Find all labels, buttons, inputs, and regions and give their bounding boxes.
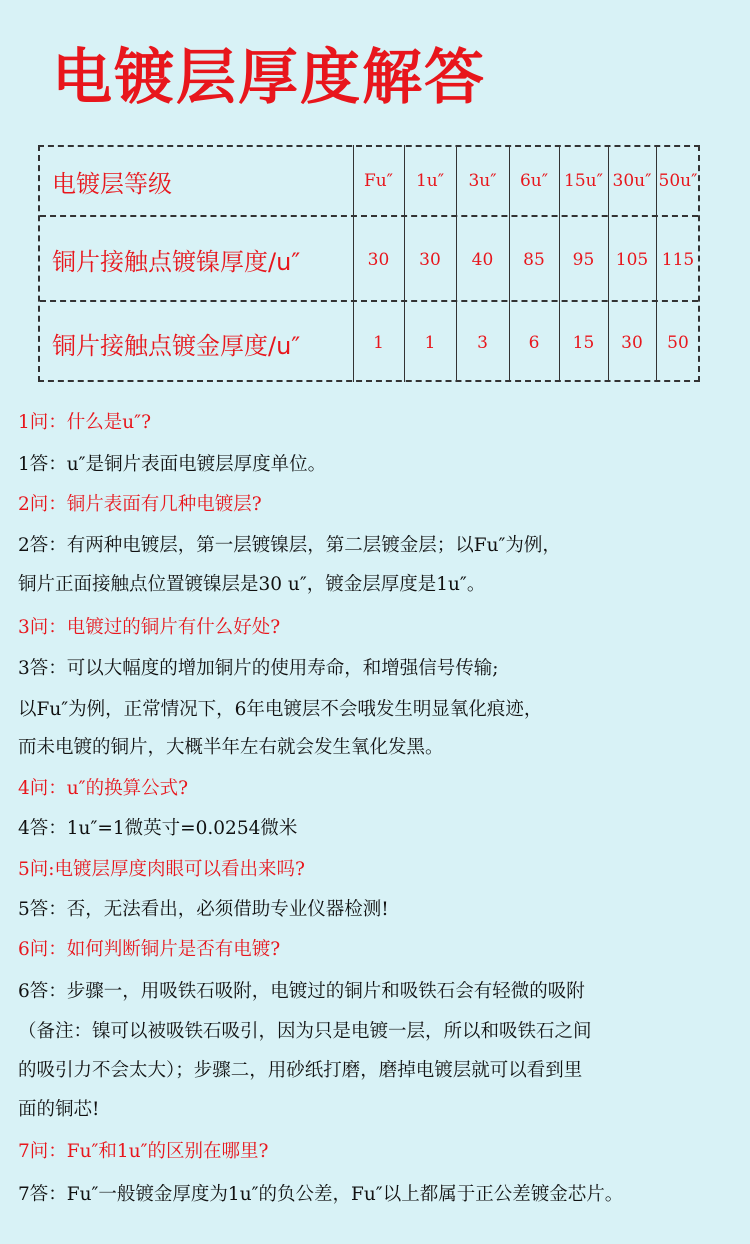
nickel-cell: 40 xyxy=(471,249,494,270)
nickel-cell: 30 xyxy=(367,249,390,270)
gold-cell: 50 xyxy=(667,333,689,353)
question-line: 6问：如何判断铜片是否有电镀? xyxy=(18,939,281,960)
answer-line: 3答：可以大幅度的增加铜片的使用寿命，和增强信号传输; xyxy=(18,658,499,679)
question-line: 7问：Fu″和1u″的区别在哪里? xyxy=(18,1141,269,1162)
gold-row xyxy=(40,300,698,384)
answer-line: 而未电镀的铜片，大概半年左右就会发生氧化发黑。 xyxy=(18,737,444,758)
answer-line: 5答：否，无法看出，必须借助专业仪器检测! xyxy=(18,899,389,920)
nickel-cell: 105 xyxy=(615,249,649,270)
gold-cell: 3 xyxy=(477,333,488,353)
answer-line: （备注：镍可以被吸铁石吸引，因为只是电镀一层，所以和吸铁石之间 xyxy=(18,1021,592,1042)
answer-line: 4答：1u″=1微英寸=0.0254微米 xyxy=(18,818,298,839)
grades-cell: Fu″ xyxy=(363,171,394,191)
gold-cell: 30 xyxy=(621,333,643,353)
nickel-cell: 85 xyxy=(523,249,545,270)
question-line: 3问：电镀过的铜片有什么好处? xyxy=(18,617,281,638)
answer-line: 铜片正面接触点位置镀镍层是30 u″，镀金层厚度是1u″。 xyxy=(18,574,486,595)
answer-line: 6答：步骤一，用吸铁石吸附，电镀过的铜片和吸铁石会有轻微的吸附 xyxy=(18,981,585,1002)
nickel-cell: 115 xyxy=(661,249,695,270)
answer-line: 1答：u″是铜片表面电镀层厚度单位。 xyxy=(18,454,327,475)
row-label: 铜片接触点镀金厚度/u″ xyxy=(52,331,301,360)
nickel-cell: 95 xyxy=(572,249,595,270)
gold-cell: 1 xyxy=(373,333,384,353)
answer-line: 面的铜芯! xyxy=(18,1099,100,1120)
question-line: 4问：u″的换算公式? xyxy=(18,778,189,799)
answer-line: 2答：有两种电镀层，第一层镀镍层，第二层镀金层；以Fu″为例， xyxy=(18,535,561,556)
row-label: 铜片接触点镀镍厚度/u″ xyxy=(52,248,301,276)
grade-row xyxy=(40,147,698,215)
nickel-row xyxy=(40,215,698,302)
gold-cell: 6 xyxy=(528,333,540,353)
grades-cell: 3u″ xyxy=(468,171,497,191)
gold-cell: 1 xyxy=(424,333,436,353)
row-label: 电镀层等级 xyxy=(52,169,172,198)
answer-line: 7答：Fu″一般镀金厚度为1u″的负公差，Fu″以上都属于正公差镀金芯片。 xyxy=(18,1184,624,1205)
grades-cell: 15u″ xyxy=(564,171,603,191)
plating-thickness-table xyxy=(38,145,700,382)
grades-cell: 30u″ xyxy=(612,171,652,191)
nickel-cell: 30 xyxy=(419,249,441,270)
answer-line: 的吸引力不会太大）；步骤二，用砂纸打磨，磨掉电镀层就可以看到里 xyxy=(18,1060,583,1081)
question-line: 5问:电镀层厚度肉眼可以看出来吗? xyxy=(18,859,305,880)
grades-cell: 50u″ xyxy=(658,171,698,191)
answer-line: 以Fu″为例，正常情况下，6年电镀层不会哦发生明显氧化痕迹， xyxy=(18,699,543,720)
grades-cell: 1u″ xyxy=(415,171,445,191)
question-line: 2问：铜片表面有几种电镀层? xyxy=(18,494,262,515)
page-title: 电镀层厚度解答 xyxy=(52,43,486,113)
gold-cell: 15 xyxy=(572,333,595,353)
grades-cell: 6u″ xyxy=(519,171,549,191)
question-line: 1问：什么是u″? xyxy=(18,412,152,433)
